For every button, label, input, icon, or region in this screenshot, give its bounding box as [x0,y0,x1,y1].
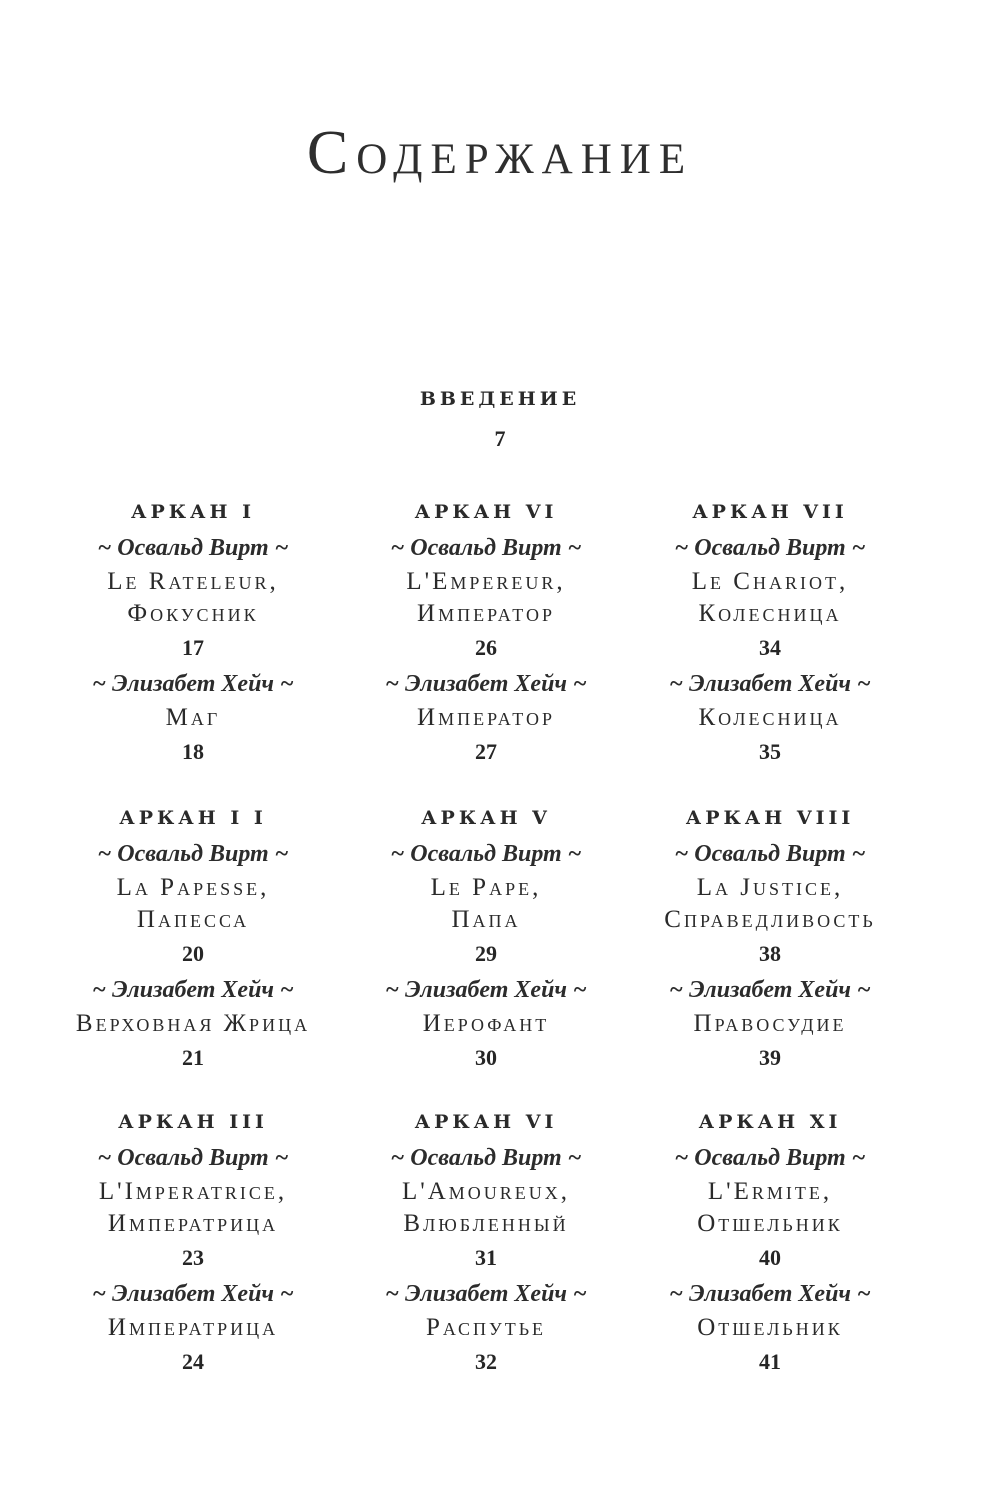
page-number: 31 [475,1245,497,1270]
card-name-haich: Отшельник [697,1314,843,1341]
arcana-label: АРКАН VI [414,1111,558,1133]
card-name-russian: Справедливость [664,906,876,933]
author-haich: ~ Элизабет Хейч ~ [92,977,294,1003]
card-name-russian: Папа [451,906,521,933]
author-haich: ~ Элизабет Хейч ~ [385,671,587,697]
arcana-label: АРКАН I [131,501,255,523]
arcana-label: АРКАН I I [119,807,267,829]
arcana-label: АРКАН VI [414,501,558,523]
author-haich: ~ Элизабет Хейч ~ [669,977,871,1003]
card-name-french: Le Pape, [430,874,542,901]
toc-entry-arcana-1[interactable] [23,494,363,770]
page-number: 41 [759,1349,781,1374]
page-number: 17 [182,635,204,660]
card-name-haich: Распутье [425,1314,547,1341]
card-name-french: L'Imperatrice, [98,1178,288,1205]
card-name-russian: Императрица [107,1210,279,1237]
author-wirth: ~ Освальд Вирт ~ [674,841,866,867]
card-name-haich: Колесница [698,704,842,731]
author-haich: ~ Элизабет Хейч ~ [92,1281,294,1307]
page-number: 29 [475,941,497,966]
card-name-haich: Иерофант [422,1010,550,1037]
card-name-haich: Правосудие [693,1010,847,1037]
author-wirth: ~ Освальд Вирт ~ [97,535,289,561]
page-number: 18 [182,739,204,764]
arcana-label: АРКАН VII [692,501,848,523]
card-name-french: L'Ermite, [707,1178,833,1205]
toc-entry-arcana-7[interactable] [600,494,940,770]
arcana-label: АРКАН VIII [685,807,855,829]
page-number: 32 [475,1349,497,1374]
card-name-haich: Императрица [107,1314,279,1341]
arcana-label: АРКАН III [118,1111,268,1133]
author-haich: ~ Элизабет Хейч ~ [669,1281,871,1307]
card-name-haich: Император [417,704,555,731]
card-name-french: L'Empereur, [406,568,566,595]
page-number: 23 [182,1245,204,1270]
page-number: 20 [182,941,204,966]
author-wirth: ~ Освальд Вирт ~ [97,841,289,867]
card-name-haich: Маг [165,704,221,731]
author-haich: ~ Элизабет Хейч ~ [669,671,871,697]
card-name-russian: Фокусник [127,600,259,627]
page-number: 34 [759,635,781,660]
toc-entry-arcana-8[interactable] [600,800,940,1076]
toc-entry-arcana-2[interactable] [23,800,363,1076]
card-name-russian: Папесса [136,906,250,933]
page-number: 30 [475,1045,497,1070]
author-haich: ~ Элизабет Хейч ~ [385,977,587,1003]
toc-entry-arcana-11[interactable] [600,1104,940,1380]
page-number: 38 [759,941,781,966]
card-name-haich: Верховная Жрица [75,1010,311,1037]
card-name-russian: Император [417,600,555,627]
card-name-russian: Влюбленный [403,1210,569,1237]
card-name-french: Le Chariot, [691,568,849,595]
card-name-french: La Papesse, [116,874,270,901]
page-number: 27 [475,739,497,764]
author-wirth: ~ Освальд Вирт ~ [390,535,582,561]
page-title: Содержание [306,119,694,187]
author-haich: ~ Элизабет Хейч ~ [92,671,294,697]
author-wirth: ~ Освальд Вирт ~ [390,1145,582,1171]
card-name-french: Le Rateleur, [107,568,279,595]
toc-entry-arcana-3[interactable] [23,1104,363,1380]
card-name-russian: Колесница [698,600,842,627]
author-wirth: ~ Освальд Вирт ~ [674,1145,866,1171]
card-name-russian: Отшельник [697,1210,843,1237]
intro-page-number: 7 [494,426,506,451]
page-number: 26 [475,635,497,660]
arcana-label: АРКАН XI [698,1111,842,1133]
author-haich: ~ Элизабет Хейч ~ [385,1281,587,1307]
intro-entry[interactable] [0,388,1000,452]
intro-label: ВВЕДЕНИЕ [419,388,581,410]
page-number: 39 [759,1045,781,1070]
arcana-label: АРКАН V [421,807,551,829]
page-number: 35 [759,739,781,764]
author-wirth: ~ Освальд Вирт ~ [390,841,582,867]
author-wirth: ~ Освальд Вирт ~ [674,535,866,561]
page-number: 21 [182,1045,204,1070]
author-wirth: ~ Освальд Вирт ~ [97,1145,289,1171]
card-name-french: La Justice, [696,874,844,901]
page-number: 40 [759,1245,781,1270]
page-number: 24 [182,1349,204,1374]
card-name-french: L'Amoureux, [401,1178,571,1205]
